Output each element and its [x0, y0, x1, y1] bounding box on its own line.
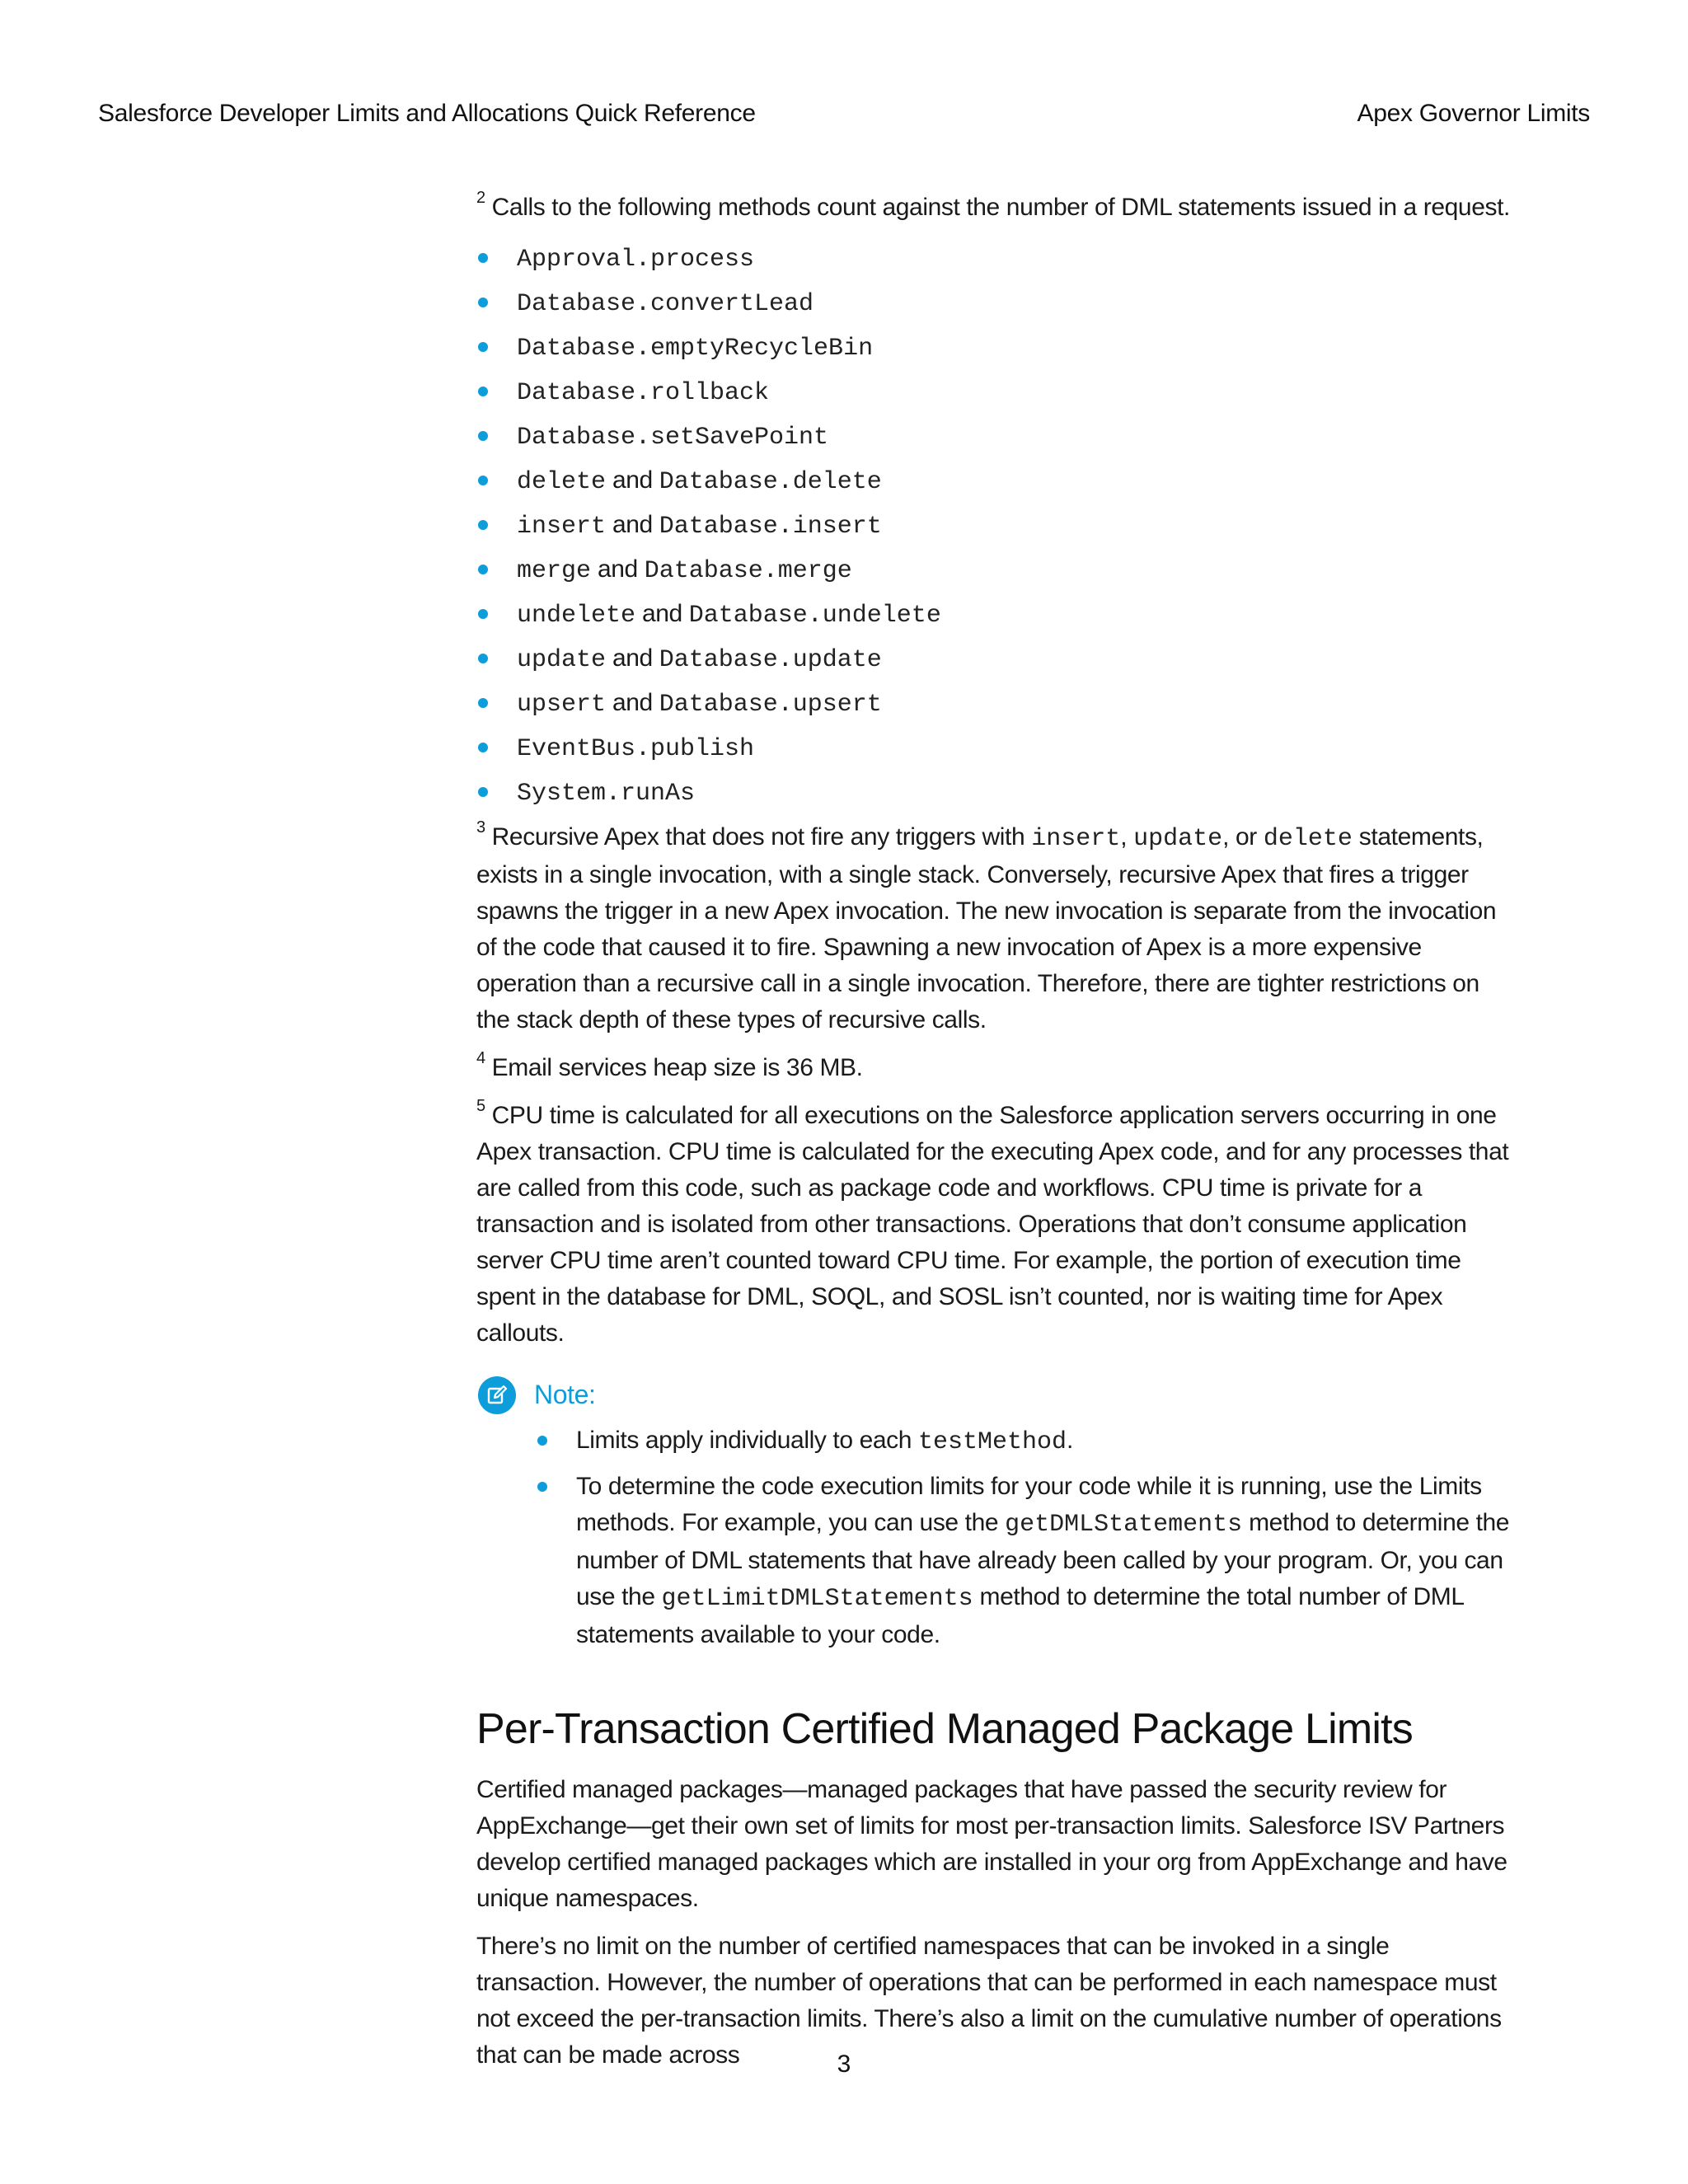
bullet-dot	[478, 520, 488, 530]
footnote-marker: 4	[476, 1049, 485, 1067]
bullet-dot	[537, 1482, 547, 1492]
method-code: delete	[517, 468, 607, 496]
dml-method-item	[476, 770, 1517, 814]
footnote-2	[476, 190, 1517, 226]
note-list	[536, 1422, 1517, 1653]
footnote-text: , or	[1222, 823, 1264, 851]
method-code: undelete	[517, 602, 636, 630]
note-text: Limits apply individually to each	[576, 1427, 918, 1454]
method-separator: and	[606, 466, 659, 494]
note-text: method to determine the number of DML statements that have already been called by your program. Or, you can use the	[576, 1509, 1510, 1610]
bullet-dot	[478, 476, 488, 485]
dml-method-item	[476, 280, 1517, 325]
note-callout	[476, 1373, 1517, 1653]
bullet-dot	[478, 654, 488, 663]
section-paragraph: There’s no limit on the number of certified namespaces that can be invoked in a single transaction. However, the number of operations that can be performed in each namespace must not exceed the per-transaction limits. There’s also a limit on the cumulative number of operations that can be made across	[476, 1933, 1502, 2069]
bullet-dot	[478, 298, 488, 307]
note-text: .	[1067, 1427, 1073, 1454]
footnote-marker: 2	[476, 189, 485, 207]
dml-method-item	[476, 414, 1517, 458]
note-text: method to determine the total number of DML statements available to your code.	[576, 1583, 1464, 1648]
method-code: Database.delete	[659, 468, 882, 496]
footnote-text: ,	[1120, 823, 1134, 851]
code-delete: delete	[1263, 825, 1353, 853]
dml-method-item	[476, 592, 1517, 636]
footnote-5	[476, 1098, 1517, 1352]
method-separator: and	[606, 511, 659, 538]
method-separator: and	[635, 600, 689, 627]
method-code: Database.upsert	[659, 691, 882, 719]
footnote-text: Recursive Apex that does not fire any triggers with	[485, 823, 1032, 851]
bullet-dot	[478, 387, 488, 396]
bullet-dot	[478, 431, 488, 441]
bullet-dot	[478, 253, 488, 263]
footnote-text: Email services heap size is 36 MB.	[485, 1054, 863, 1081]
note-item	[536, 1422, 1517, 1460]
footnote-text: statements, exists in a single invocation, with a single stack. Conversely, recursive Apex that fires a trigger spawns the trigger in a new Apex invocation. The new invocation is separate from the invocation of the code that caused it to fire. Spawning a new invocation of Apex is a more expensive operation than a recursive call in a single invocation. Therefore, there are tighter restrictions on the stack depth of these types of recursive calls.	[476, 823, 1497, 1033]
method-code: Database.insert	[659, 513, 882, 541]
document-title: Salesforce Developer Limits and Allocations Quick Reference	[98, 100, 756, 127]
footnote-3	[476, 819, 1517, 1038]
note-header	[476, 1373, 1517, 1414]
bullet-dot	[478, 609, 488, 619]
bullet-dot	[478, 787, 488, 797]
bullet-dot	[478, 565, 488, 574]
method-code: Database.merge	[644, 557, 852, 585]
bullet-dot	[478, 743, 488, 752]
dml-method-item	[476, 725, 1517, 770]
dml-method-item	[476, 325, 1517, 369]
method-code: update	[517, 646, 607, 674]
method-code: merge	[517, 557, 592, 585]
method-code: Approval.process	[517, 246, 755, 274]
footnote-4	[476, 1050, 1517, 1086]
dml-method-item	[476, 458, 1517, 503]
method-separator: and	[591, 555, 645, 583]
method-code: System.runAs	[517, 780, 696, 808]
method-code: Database.emptyRecycleBin	[517, 335, 874, 363]
bullet-dot	[478, 342, 488, 352]
dml-method-item	[476, 236, 1517, 280]
footnote-text: CPU time is calculated for all executions on the Salesforce application servers occurring in one Apex transaction. CPU time is calculated for the executing Apex code, and for any processes that are called from this code, such as package code and workflows. CPU time is private for a transaction and is isolated from other transactions. Operations that don’t consume application server CPU time aren’t counted toward CPU time. For example, the portion of execution time spent in the database for DML, SOQL, and SOSL isn’t counted, nor is waiting time for Apex callouts.	[476, 1102, 1509, 1347]
footnote-marker: 3	[476, 818, 485, 837]
code-getdmlstatements: getDMLStatements	[1005, 1511, 1243, 1539]
dml-method-item	[476, 503, 1517, 547]
pencil-edit-icon	[478, 1376, 516, 1414]
code-update: update	[1133, 825, 1223, 853]
dml-method-item	[476, 369, 1517, 414]
page-number: 3	[837, 2050, 851, 2078]
method-code: Database.setSavePoint	[517, 424, 829, 452]
section-heading: Per-Transaction Certified Managed Package Limits	[476, 1705, 1413, 1753]
note-title: Note:	[534, 1380, 596, 1409]
footnote-marker: 5	[476, 1097, 485, 1115]
method-code: Database.undelete	[688, 602, 941, 630]
method-code: Database.rollback	[517, 379, 770, 407]
note-text: To determine the code execution limits for your code while it is running, use the Limits methods. For example, you can use the	[576, 1473, 1482, 1536]
note-item	[536, 1469, 1517, 1653]
method-code: Database.update	[659, 646, 882, 674]
dml-method-item	[476, 636, 1517, 681]
dml-method-item	[476, 547, 1517, 592]
dml-method-item	[476, 681, 1517, 725]
bullet-dot	[537, 1436, 547, 1446]
method-separator: and	[606, 644, 659, 672]
method-code: EventBus.publish	[517, 735, 755, 763]
section-title: Apex Governor Limits	[1357, 100, 1590, 127]
method-code: Database.convertLead	[517, 290, 814, 318]
page-content	[476, 190, 1517, 2074]
code-testmethod: testMethod	[917, 1428, 1067, 1456]
footnote-text: Calls to the following methods count against the number of DML statements issued in a request.	[485, 194, 1510, 221]
dml-method-list	[476, 236, 1517, 814]
code-getlimitdmlstatements: getLimitDMLStatements	[661, 1585, 973, 1613]
method-code: insert	[517, 513, 607, 541]
code-insert: insert	[1031, 825, 1121, 853]
bullet-dot	[478, 698, 488, 708]
section-paragraph: Certified managed packages—managed packages that have passed the security review for AppExchange—get their own set of limits for most per-transaction limits. Salesforce ISV Partners develop certified managed packages which are installed in your org from AppExchange and have unique namespaces.	[476, 1776, 1507, 1912]
method-separator: and	[606, 689, 659, 716]
method-code: upsert	[517, 691, 607, 719]
